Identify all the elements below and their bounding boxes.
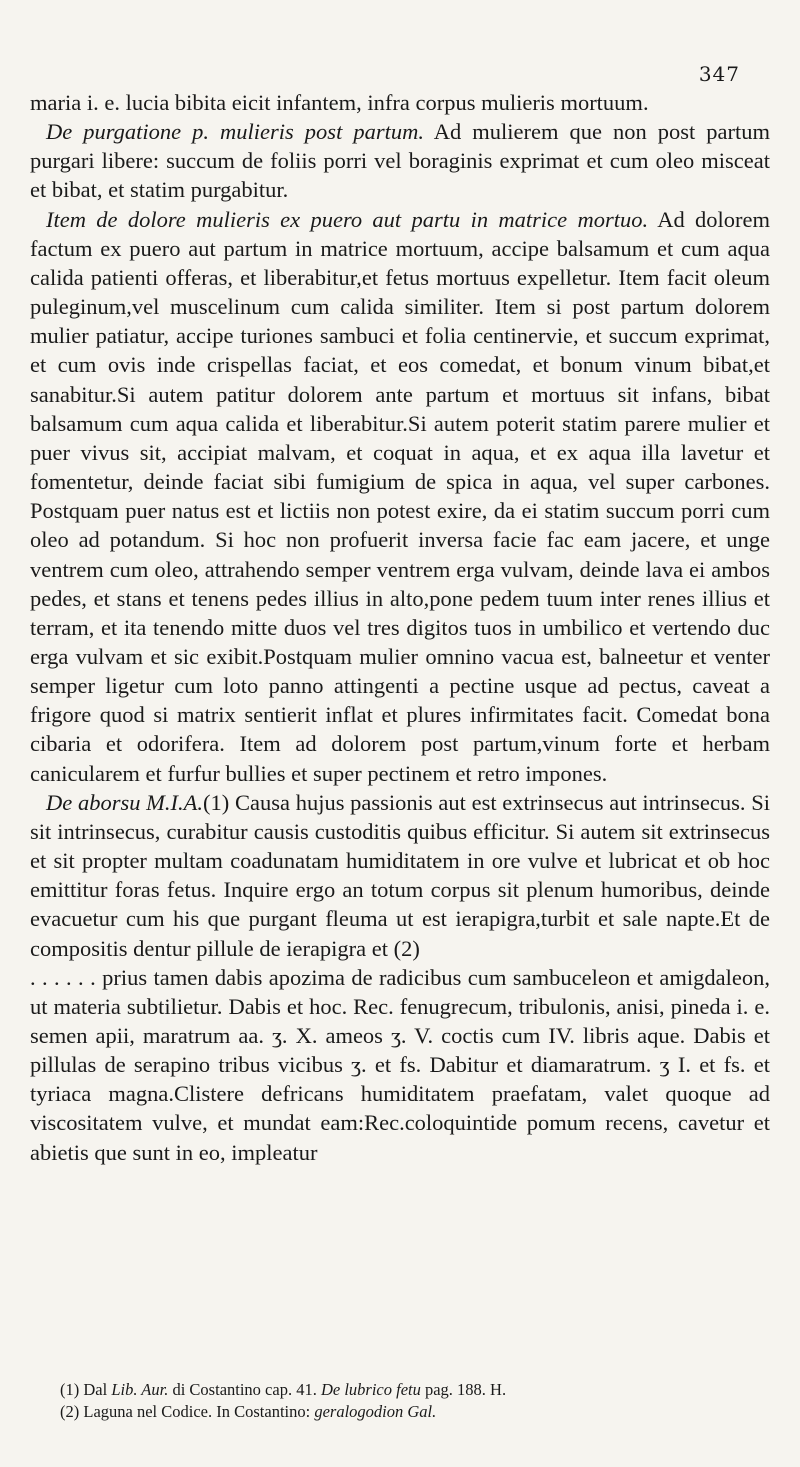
section-heading: Item de dolore mulieris ex puero aut partu in matrice mortuo. (46, 206, 649, 232)
main-text (30, 88, 770, 1167)
footnote-source: Lib. Aur. (111, 1380, 169, 1399)
paragraph-text: maria i. e. lucia bibita eicit infantem, infra corpus mulieris mortuum. (30, 90, 649, 115)
footnote-title: De lubrico fetu (320, 1380, 421, 1399)
paragraph-continuation (30, 88, 770, 117)
footnotes (60, 1379, 760, 1423)
paragraph-text: Causa hujus passionis aut est extrinsecus aut intrinsecus. Si sit intrinsecus, curabitur causis custoditis quibus efficitur. Si autem sit extrinsecus et sit propter multam coadunatam humiditatem in ore vulve et lubricat et ob hoc emittitur foras fetus. Inquire ergo an totum corpus sit plenum humoribus, deinde evacuetur cum his que purgant fleuma ut est ierapigra,turbit et sale napte.Et de compositis dentur pillule de ierapigra et (2) (30, 789, 770, 961)
footnote-1 (60, 1379, 760, 1401)
paragraph-dolore (30, 205, 770, 788)
paragraph-text: Ad dolorem factum ex puero aut partum in matrice mortuum, accipe balsamum et cum aqua calida patienti offeras, et liberabitur,et fetus mortuus expelletur. Item facit oleum puleginum,vel muscelinum cum calida similiter. Item si post partum dolorem mulier patiatur, accipe turiones sambuci et folia centinervie, et succum exprimat, et cum ovis inde crispellas faciat, et eos comedat, et bonum vinum bibat,et sanabitur.Si autem patitur dolorem ante partum et mortuus sit infans, bibat balsamum cum aqua calida et liberabitur.Si autem poterit statim parere mulier et puer vivus sit, accipiat malvam, et coquat in aqua, et ex aqua illa lavetur et fomentetur, deinde faciat sibi fumigium de spica in aqua, vel super carbones. Postquam puer natus est et lictiis non potest exire, da ei statim succum porri cum oleo ad potandum. Si hoc non profuerit inversa facie fac eam jacere, et unge ventrem cum oleo, attrahendo semper ventrem erga vulvam, deinde lava ei ambos pedes, et stans et tenens pedes illius in alto,pone pedem tuum inter renes illius et terram, et ita tenendo mitte duos vel tres digitos tuos in umbilico et vertendo duc erga vulvam et sic exibit.Postquam mulier omnino vacua est, balneetur et venter semper ligetur cum loto panno attingenti a pectine usque ad pectus, caveat a frigore quod si matrix sentierit inflat et plures infirmitates facit. Comedat bona cibaria et odorifera. Item ad dolorem post partum,vinum forte et herbam canicularem et furfur bullies et super pectinem et retro impones. (30, 206, 770, 786)
footnote-title: geralogodion Gal. (314, 1402, 437, 1421)
footnote-reference: (1) (203, 789, 230, 815)
page-number: 347 (698, 62, 740, 86)
footnote-text: (2) Laguna nel Codice. In Costantino: (60, 1402, 315, 1421)
footnote-text: (1) Dal (60, 1380, 112, 1399)
paragraph-aborsu-continued (30, 963, 770, 1167)
section-heading: De purgatione p. mulieris post partum. (46, 119, 424, 145)
paragraph-text: . . . . . . prius tamen dabis apozima de radicibus cum sambuceleon et amigdaleon, ut materia subtilietur. Dabis et hoc. Rec. fenugrecum, tribulonis, anisi, pineda i. e. semen apii, maratrum aa. ʒ. X. ameos ʒ. V. coctis cum IV. libris aque. Dabis et pillulas de serapino tribus vicibus ʒ. et fs. Dabitur et diamaratrum. ʒ I. et fs. et tyriaca magna.Clistere defricans humiditatem praefatam, valet quoque ad viscositatem vulve, et mundat eam:Rec.coloquintide pomum recens, cavetur et abietis que sunt in eo, impleatur (30, 964, 770, 1165)
paragraph-text: Ad mulierem que non post partum purgari libere: succum de foliis porri vel boraginis exprimat et cum oleo misceat et bibat, et statim purgabitur. (30, 119, 770, 203)
footnote-text: di Costantino cap. 41. (168, 1380, 321, 1399)
footnote-text: pag. 188. H. (420, 1380, 507, 1399)
paragraph-aborsu (30, 788, 770, 963)
footnote-2 (60, 1401, 760, 1423)
paragraph-purgatione (30, 117, 770, 204)
section-heading: De aborsu M.I.A. (46, 789, 204, 815)
